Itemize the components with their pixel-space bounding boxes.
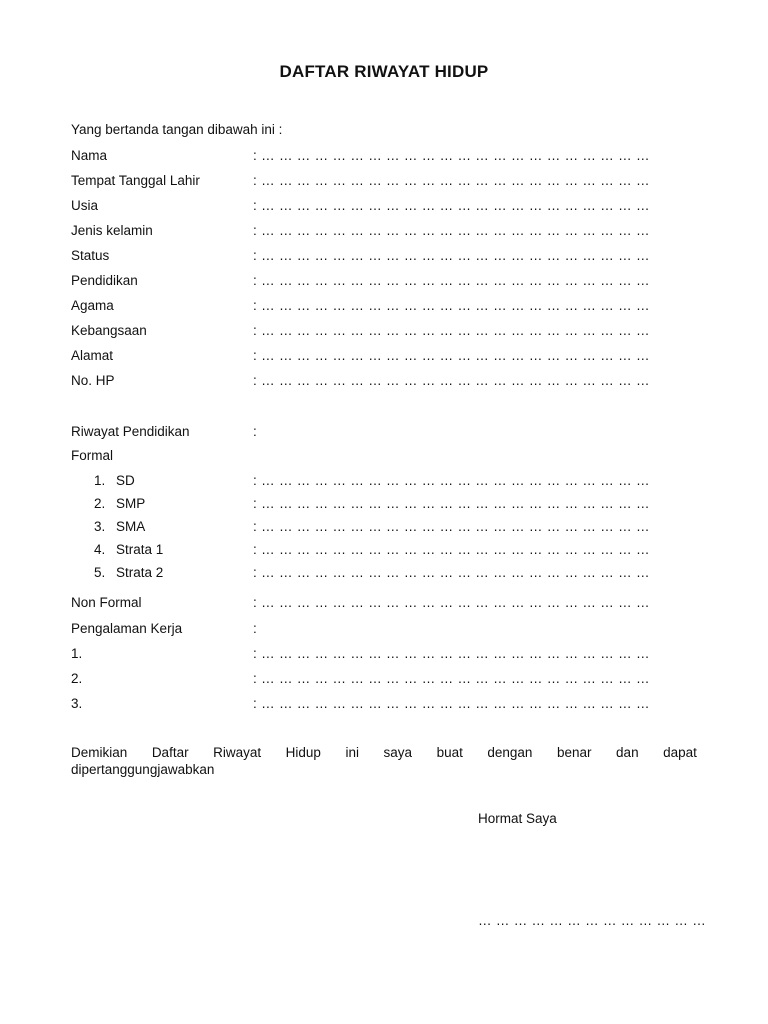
field-blank: : … … … … … … … … … … … … … … … … … … … … … … <box>253 273 650 288</box>
education-heading: Riwayat Pendidikan <box>71 424 190 439</box>
field-label: Kebangsaan <box>71 323 147 338</box>
field-label: Jenis kelamin <box>71 223 153 238</box>
formal-label: Formal <box>71 448 114 463</box>
field-blank: : … … … … … … … … … … … … … … … … … … … … … … <box>253 323 650 338</box>
field-label: Pendidikan <box>71 273 138 288</box>
statement-word: dan <box>616 745 639 760</box>
field-label: Usia <box>71 198 99 213</box>
statement-word: saya <box>383 745 413 760</box>
statement-word: dengan <box>487 745 533 760</box>
experience-heading-colon: : <box>253 621 258 636</box>
field-label: Nama <box>71 148 108 163</box>
document-title: DAFTAR RIWAYAT HIDUP <box>279 62 489 81</box>
item-number: 1. <box>71 646 83 661</box>
item-label: Strata 1 <box>116 542 164 557</box>
field-blank: : … … … … … … … … … … … … … … … … … … … … … … <box>253 565 650 580</box>
field-blank: : … … … … … … … … … … … … … … … … … … … … … … <box>253 671 650 686</box>
field-blank: : … … … … … … … … … … … … … … … … … … … … … … <box>253 173 650 188</box>
statement-word: buat <box>436 745 463 760</box>
statement-word: Demikian <box>71 745 128 760</box>
experience-heading: Pengalaman Kerja <box>71 621 183 636</box>
statement-word: Riwayat <box>213 745 262 760</box>
field-blank: : … … … … … … … … … … … … … … … … … … … … … … <box>253 519 650 534</box>
statement-word: Hidup <box>285 745 321 760</box>
field-blank: : … … … … … … … … … … … … … … … … … … … … … … <box>253 696 650 711</box>
statement-word: benar <box>556 745 592 760</box>
closing-salutation: Hormat Saya <box>478 811 557 826</box>
field-blank: : … … … … … … … … … … … … … … … … … … … … … … <box>253 595 650 610</box>
signature-blank: … … … … … … … … … … … … … <box>478 913 707 928</box>
item-label: SD <box>116 473 135 488</box>
field-blank: : … … … … … … … … … … … … … … … … … … … … … … <box>253 473 650 488</box>
item-number: 2. <box>71 671 83 686</box>
item-number: 5. <box>94 565 106 580</box>
field-blank: : … … … … … … … … … … … … … … … … … … … … … … <box>253 148 650 163</box>
item-label: SMP <box>116 496 146 511</box>
education-heading-colon: : <box>253 424 258 439</box>
statement-word: Daftar <box>151 745 189 760</box>
item-label: SMA <box>116 519 146 534</box>
field-label: No. HP <box>71 373 115 388</box>
item-number: 2. <box>94 496 106 511</box>
field-blank: : … … … … … … … … … … … … … … … … … … … … … … <box>253 373 650 388</box>
field-blank: : … … … … … … … … … … … … … … … … … … … … … … <box>253 646 650 661</box>
intro-text: Yang bertanda tangan dibawah ini : <box>71 122 283 137</box>
field-blank: : … … … … … … … … … … … … … … … … … … … … … … <box>253 298 650 313</box>
field-blank: : … … … … … … … … … … … … … … … … … … … … … … <box>253 223 650 238</box>
item-number: 1. <box>94 473 106 488</box>
field-blank: : … … … … … … … … … … … … … … … … … … … … … … <box>253 496 650 511</box>
field-label: Agama <box>71 298 114 313</box>
field-label: Status <box>71 248 110 263</box>
field-blank: : … … … … … … … … … … … … … … … … … … … … … … <box>253 248 650 263</box>
field-label: Alamat <box>71 348 114 363</box>
field-blank: : … … … … … … … … … … … … … … … … … … … … … … <box>253 542 650 557</box>
statement-word: ini <box>345 745 359 760</box>
item-number: 4. <box>94 542 106 557</box>
closing-statement <box>71 744 697 778</box>
field-label: Tempat Tanggal Lahir <box>71 173 200 188</box>
item-label: Strata 2 <box>116 565 164 580</box>
field-blank: : … … … … … … … … … … … … … … … … … … … … … … <box>253 198 650 213</box>
field-blank: : … … … … … … … … … … … … … … … … … … … … … … <box>253 348 650 363</box>
item-number: 3. <box>71 696 83 711</box>
item-number: 3. <box>94 519 106 534</box>
nonformal-label: Non Formal <box>71 595 142 610</box>
statement-line-1 <box>71 744 697 761</box>
statement-word: dapat <box>663 745 697 760</box>
statement-line-2: dipertanggungjawabkan <box>71 762 215 777</box>
